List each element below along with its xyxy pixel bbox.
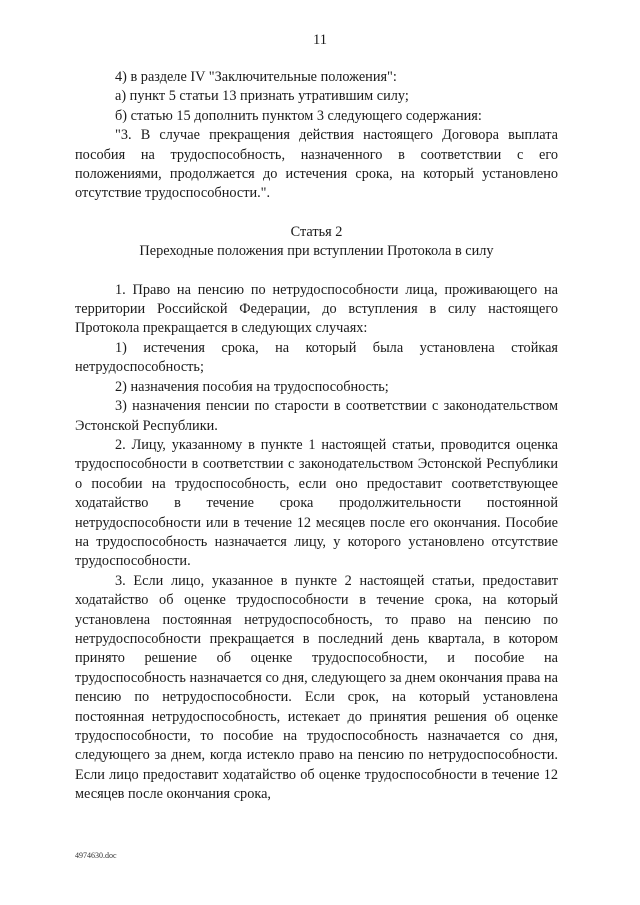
section4-quote: "3. В случае прекращения действия настоящего Договора выплата пособия на трудоспособность, назначенного в соответствии с его положениями, продолжается до истечения срока, на который установлено отсутствие трудоспособности.". [75,127,558,202]
section4-line2: а) пункт 5 статьи 13 признать утратившим силу; [115,88,409,105]
article-subheading: Переходные положения при вступлении Протокола в силу [139,243,494,260]
section4-line3: б) статью 15 дополнить пунктом 3 следующего содержания: [115,107,482,124]
file-name-footer: 4974630.doc [75,851,117,860]
article-paragraph-2: 2. Лицу, указанному в пункте 1 настоящей статьи, проводится оценка трудоспособности в соответствии с законодательством Эстонской Республики о пособии на трудоспособность, если оно предоставит соответствующее ходатайство в течение срока продолжительности постоянной нетрудоспособности или в течение 12 месяцев после его окончания. Пособие на трудоспособность назначается лицу, у которого установлено отсутствие трудоспособности. [75,436,558,570]
article-heading: Статья 2 [290,223,343,240]
section4-line1: 4) в разделе IV "Заключительные положения": [115,69,397,85]
document-body [75,68,558,805]
article-paragraph-1-item-1: 1) истечения срока, на который была установлена стойкая нетрудоспособность; [75,339,558,376]
article-paragraph-1: 1. Право на пенсию по нетрудоспособности лица, проживающего на территории Российской Федерации, до вступления в силу настоящего Протокола прекращается в следующих случаях: [75,281,558,337]
article-paragraph-1-item-3: 3) назначения пенсии по старости в соответствии с законодательством Эстонской Республики. [75,398,558,434]
page-number: 11 [313,32,327,48]
article-paragraph-1-item-2: 2) назначения пособия на трудоспособность; [115,378,389,395]
article-paragraph-3: 3. Если лицо, указанное в пункте 2 настоящей статьи, предоставит ходатайство об оценке трудоспособности в течение срока, на который установлена постоянная нетрудоспособность, то право на пенсию по нетрудоспособности прекращается в последний день квартала, в котором принято решение об оценке трудоспособности, и пособие на трудоспособность назначается со дня, следующего за днем окончания права на пенсию по нетрудоспособности. Если срок, на который установлена постоянная нетрудоспособность, истекает до принятия решения об оценке трудоспособности, то пособие на трудоспособность назначается со дня, следующего за днем, когда истекло право на пенсию по нетрудоспособности. Если лицо предоставит ходатайство об оценке трудоспособности в течение 12 месяцев после окончания срока, [75,572,558,803]
